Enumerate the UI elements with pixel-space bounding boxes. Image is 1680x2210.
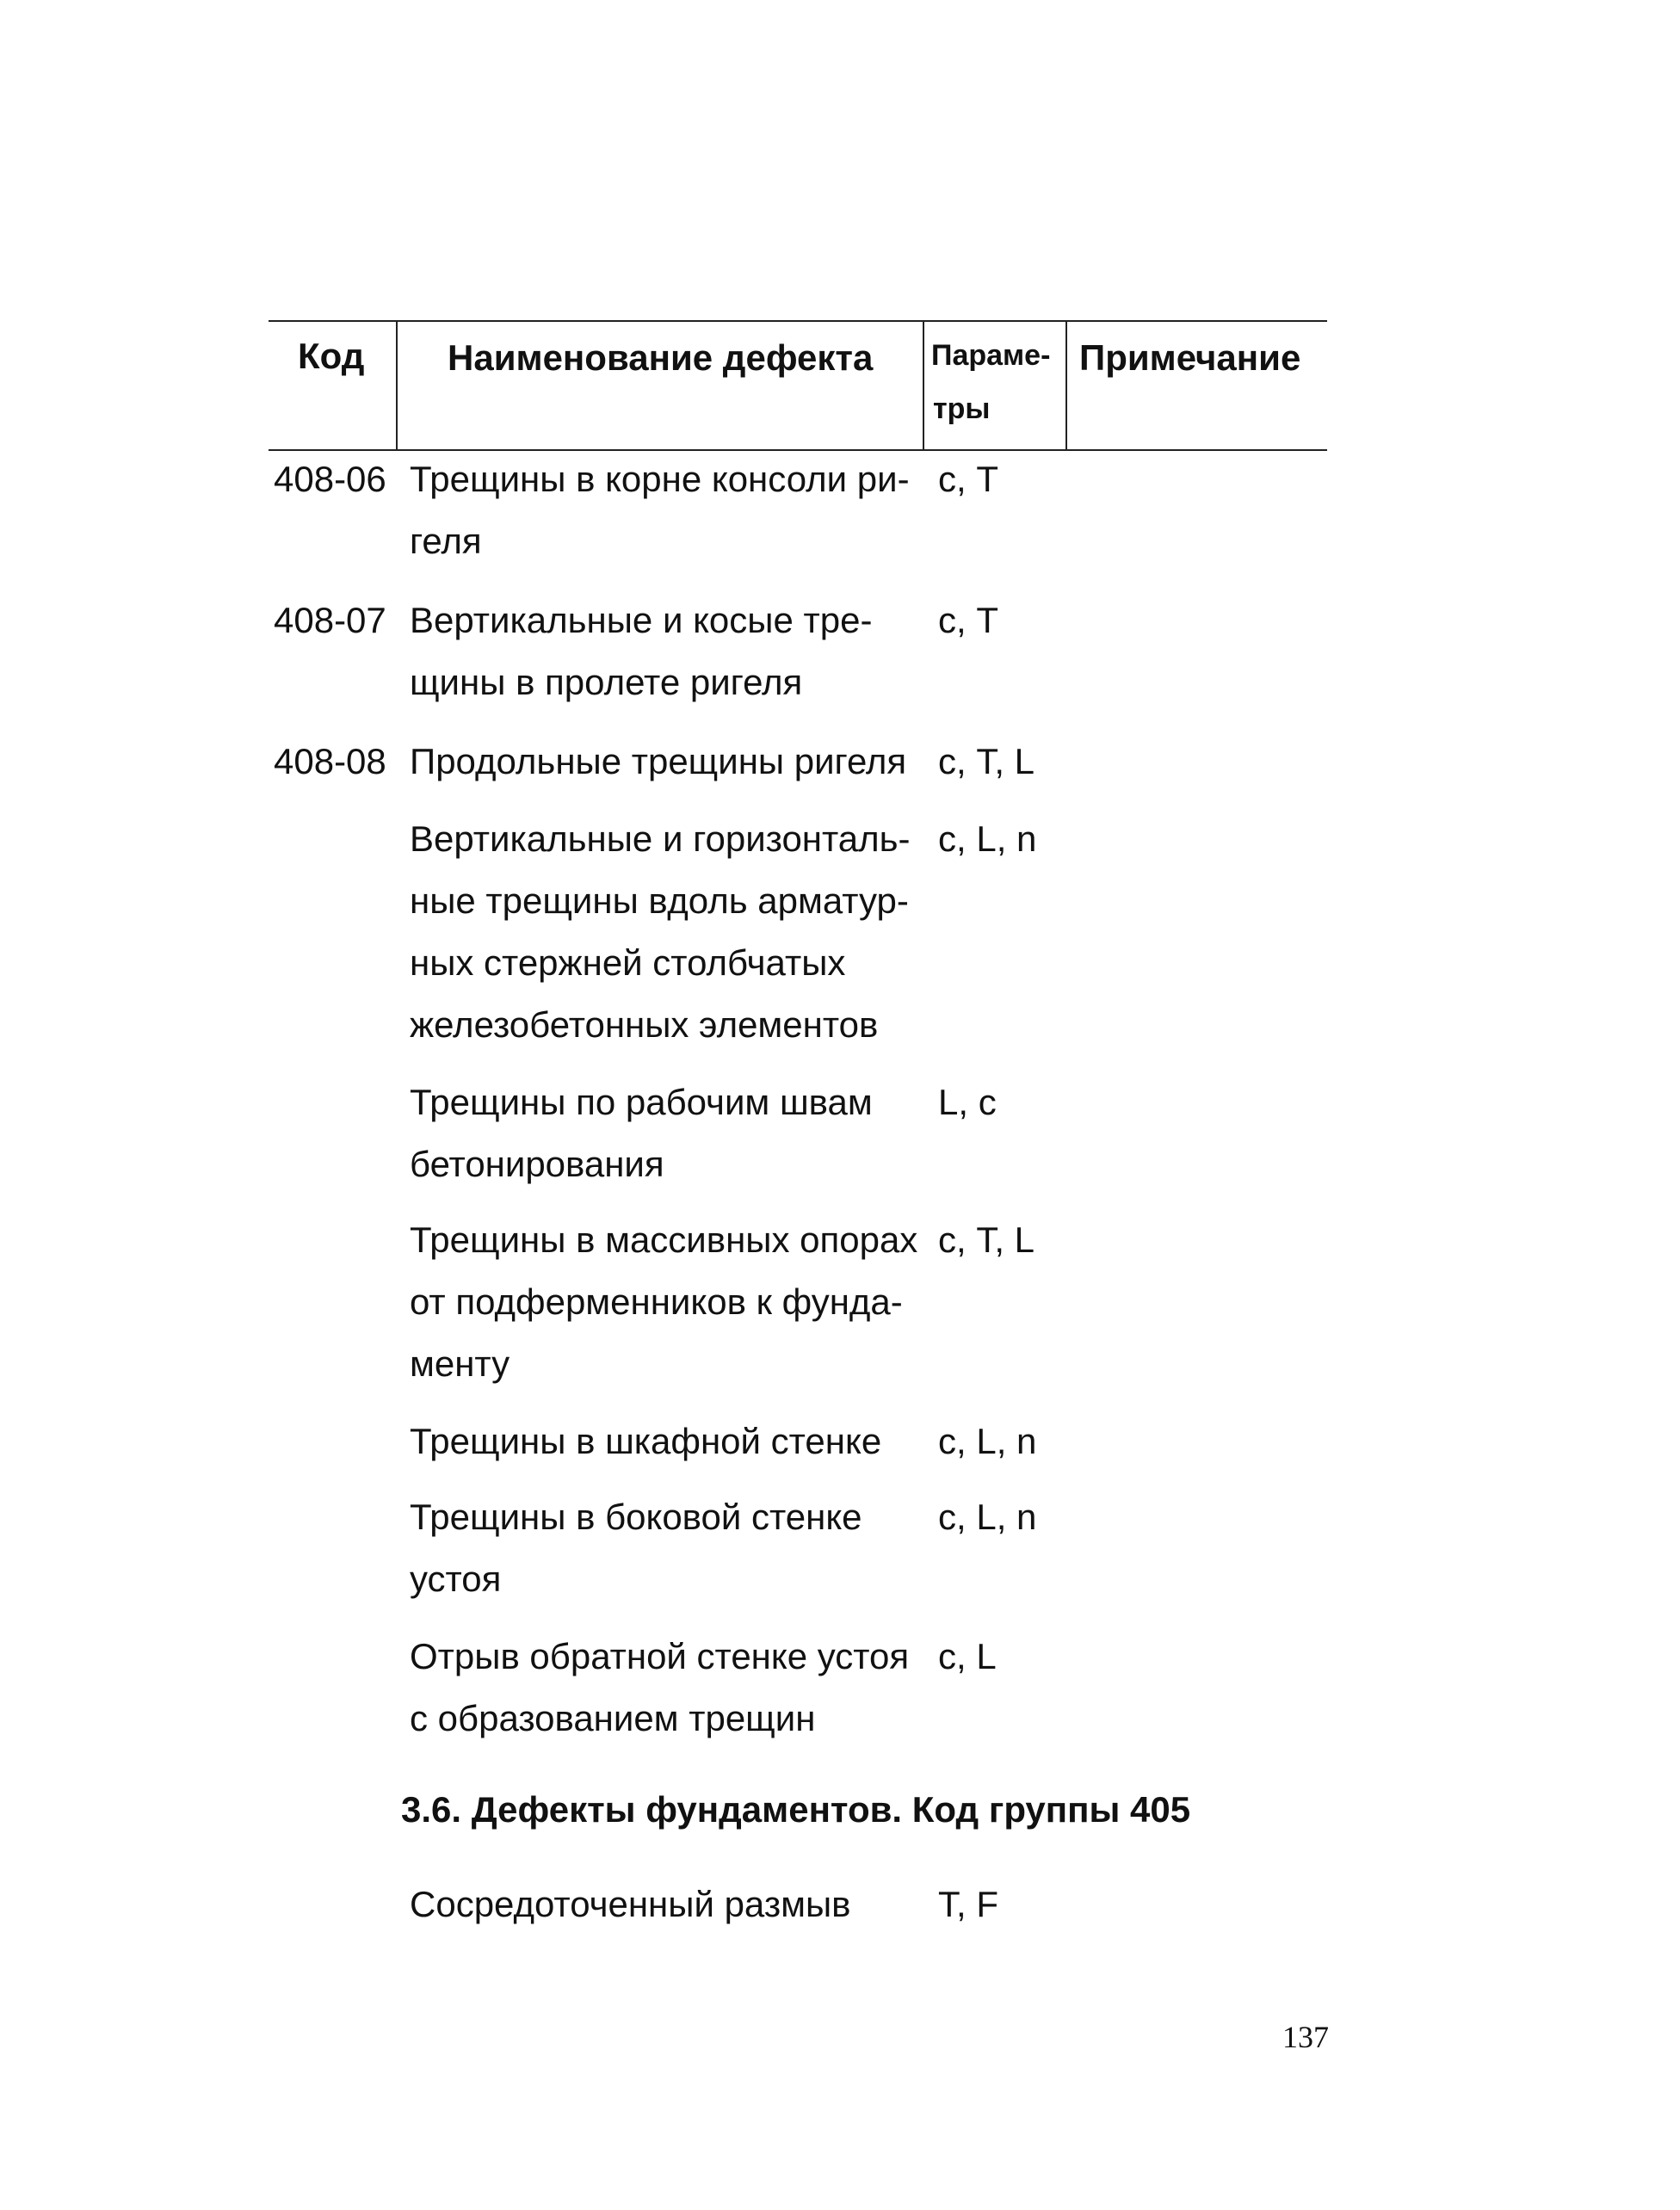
row-params: с, L, n [938, 1421, 1037, 1461]
row-defect-name: от подферменников к фунда- [410, 1281, 903, 1322]
row-params: с, Т [938, 600, 998, 640]
row-defect-name: Трещины по рабочим швам [410, 1082, 873, 1122]
row-code: 408-07 [274, 600, 386, 640]
row-defect-name: Вертикальные и косые тре- [410, 600, 873, 640]
header-params-line1: Параме- [931, 339, 1051, 372]
page-number: 137 [1282, 2020, 1329, 2054]
row-code: 408-08 [274, 741, 386, 781]
header-code: Код [298, 336, 365, 376]
row-code: 408-06 [274, 459, 386, 499]
row-defect-name: Трещины в боковой стенке [410, 1497, 862, 1537]
row-defect-name: ных стержней столбчатых [410, 942, 846, 983]
row-defect-name: щины в пролете ригеля [410, 662, 803, 702]
row-defect-name: Сосредоточенный размыв [410, 1884, 851, 1924]
row-defect-name: ные трещины вдоль арматур- [410, 880, 909, 921]
header-note: Примечание [1079, 337, 1301, 378]
row-defect-name: бетонирования [410, 1144, 664, 1184]
header-params-line2: тры [933, 392, 991, 425]
row-defect-name: Вертикальные и горизонталь- [410, 818, 911, 859]
row-params: L, с [938, 1082, 997, 1122]
row-defect-name: железобетонных элементов [410, 1004, 879, 1045]
column-divider [396, 322, 398, 449]
row-defect-name: устоя [410, 1559, 502, 1599]
column-divider [923, 322, 924, 449]
column-divider [1065, 322, 1067, 449]
table-header [269, 320, 1327, 451]
row-defect-name: Трещины в корне консоли ри- [410, 459, 910, 499]
row-params: с, L, n [938, 818, 1037, 859]
row-defect-name: менту [410, 1343, 510, 1384]
row-defect-name: с образованием трещин [410, 1698, 816, 1738]
row-defect-name: Продольные трещины ригеля [410, 741, 907, 781]
row-params: с, Т, L [938, 1219, 1035, 1260]
row-params: с, L [938, 1636, 997, 1676]
row-params: Т, F [938, 1884, 998, 1924]
header-defect-name: Наименование дефекта [448, 337, 874, 378]
row-params: с, L, n [938, 1497, 1037, 1537]
row-defect-name: геля [410, 521, 482, 561]
row-defect-name: Трещины в массивных опорах [410, 1219, 918, 1260]
row-defect-name: Трещины в шкафной стенке [410, 1421, 882, 1461]
row-params: с, Т, L [938, 741, 1035, 781]
row-params: с, Т [938, 459, 998, 499]
section-title: 3.6. Дефекты фундаментов. Код группы 405 [401, 1789, 1191, 1830]
row-defect-name: Отрыв обратной стенке устоя [410, 1636, 910, 1676]
